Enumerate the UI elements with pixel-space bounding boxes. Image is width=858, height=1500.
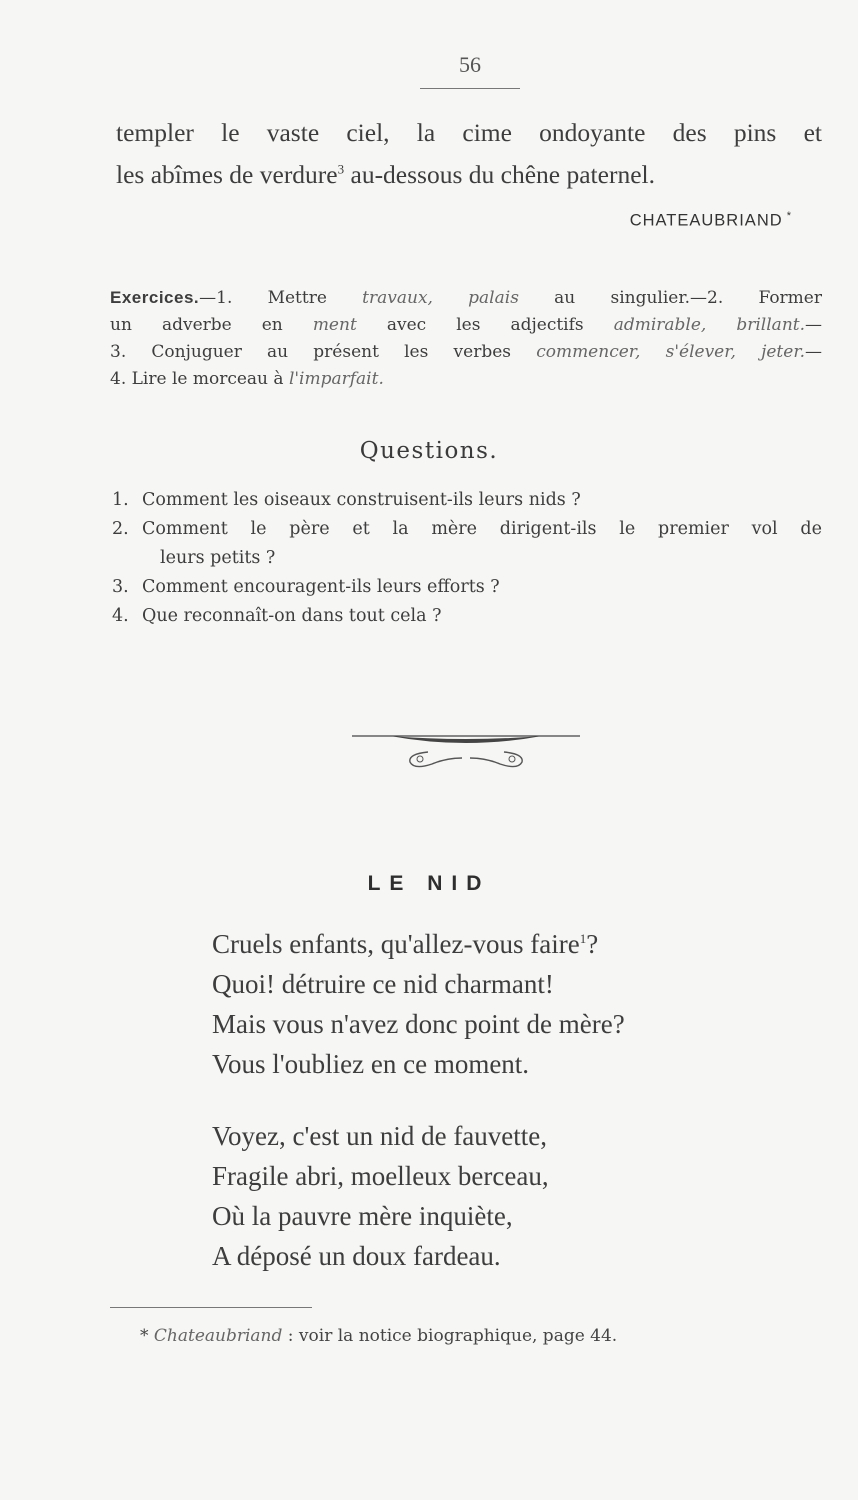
footnote-mark: * [140, 1326, 154, 1346]
ex-l2-b: avec les adjectifs [356, 315, 614, 335]
exercises-line-1 [110, 284, 822, 312]
verse-1-end: ? [586, 929, 599, 959]
exercises-label: Exercices. [110, 288, 200, 307]
prose-line-2-start: les abîmes de verdure [116, 160, 338, 189]
poem-stanza-1 [212, 924, 625, 1084]
footnote [140, 1326, 617, 1346]
question-text: Comment le père et la mère dirigent-ils le premier vol de [142, 519, 822, 539]
list-item [112, 602, 822, 631]
verse-3: Mais vous n'avez donc point de mère? [212, 1009, 625, 1039]
prose-line-2 [116, 154, 822, 196]
verse-7: Où la pauvre mère inquiète, [212, 1201, 513, 1231]
author-name: CHATEAUBRIAND [629, 211, 783, 230]
prose-line-2-end: au-dessous du chêne paternel. [344, 160, 655, 189]
question-text-cont: leurs petits ? [160, 548, 276, 568]
question-number: 2. [112, 519, 129, 539]
footnote-rule [110, 1307, 312, 1308]
verse-2: Quoi! détruire ce nid charmant! [212, 969, 554, 999]
questions-list [112, 486, 822, 631]
question-text: Comment encouragent-ils leurs efforts ? [142, 577, 500, 597]
question-number: 1. [112, 490, 129, 510]
prose-line-1: templer le vaste ciel, la cime ondoyante des pins et [116, 118, 822, 147]
question-number: 4. [112, 606, 129, 626]
exercises-line-4 [110, 366, 822, 393]
exercises-block [110, 284, 822, 393]
author-signature [630, 210, 792, 231]
verse-4: Vous l'oubliez en ce moment. [212, 1049, 530, 1079]
ex-l2-c: — [805, 315, 822, 335]
ex-l2-it1: ment [312, 315, 357, 335]
ex-l3-a: 3. Conjuguer au présent les verbes [110, 342, 537, 362]
page-number: 56 [459, 52, 481, 77]
exercises-line-2 [110, 312, 822, 339]
ex-l3-b: — [804, 342, 822, 362]
ex-l2-a: un adverbe en [110, 315, 313, 335]
list-item [112, 486, 822, 515]
ornament-divider-icon [350, 728, 582, 776]
question-number: 3. [112, 577, 129, 597]
ex-l3-it: commencer, s'élever, jeter. [536, 342, 805, 362]
footnote-name: Chateaubriand [153, 1326, 283, 1346]
verse-1-text: Cruels enfants, qu'allez-vous faire [212, 929, 580, 959]
page-number-rule [420, 88, 520, 89]
ex-l4-a: 4. Lire le morceau à [110, 369, 289, 389]
poem-stanza-2 [212, 1116, 625, 1276]
poem [212, 924, 625, 1308]
question-text: Comment les oiseaux construisent-ils leurs nids ? [142, 490, 581, 510]
ex-l2-it2: admirable, brillant. [613, 315, 805, 335]
footnote-ref-1: 1 [579, 931, 587, 946]
verse-1 [212, 924, 625, 964]
ex-l1-it: travaux, palais [362, 288, 519, 308]
list-item-continuation [112, 544, 822, 573]
verse-8: A déposé un doux fardeau. [212, 1241, 501, 1271]
footnote-text: : voir la notice biographique, page 44. [282, 1326, 618, 1346]
footnote-ref-3: 3 [337, 161, 345, 177]
ex-l1-a: —1. Mettre [199, 288, 363, 308]
verse-6: Fragile abri, moelleux berceau, [212, 1161, 549, 1191]
verse-5: Voyez, c'est un nid de fauvette, [212, 1121, 548, 1151]
question-text: Que reconnaît-on dans tout cela ? [142, 606, 442, 626]
exercises-line-3 [110, 339, 822, 366]
list-item [112, 573, 822, 602]
ex-l4-it: l'imparfait. [288, 369, 384, 389]
list-item [112, 515, 822, 544]
poem-title: LE NID [367, 872, 491, 895]
author-mark: * [782, 210, 792, 222]
prose-paragraph [116, 112, 822, 196]
questions-title: Questions. [359, 438, 499, 464]
ex-l1-b: au singulier.—2. Former [518, 288, 822, 308]
